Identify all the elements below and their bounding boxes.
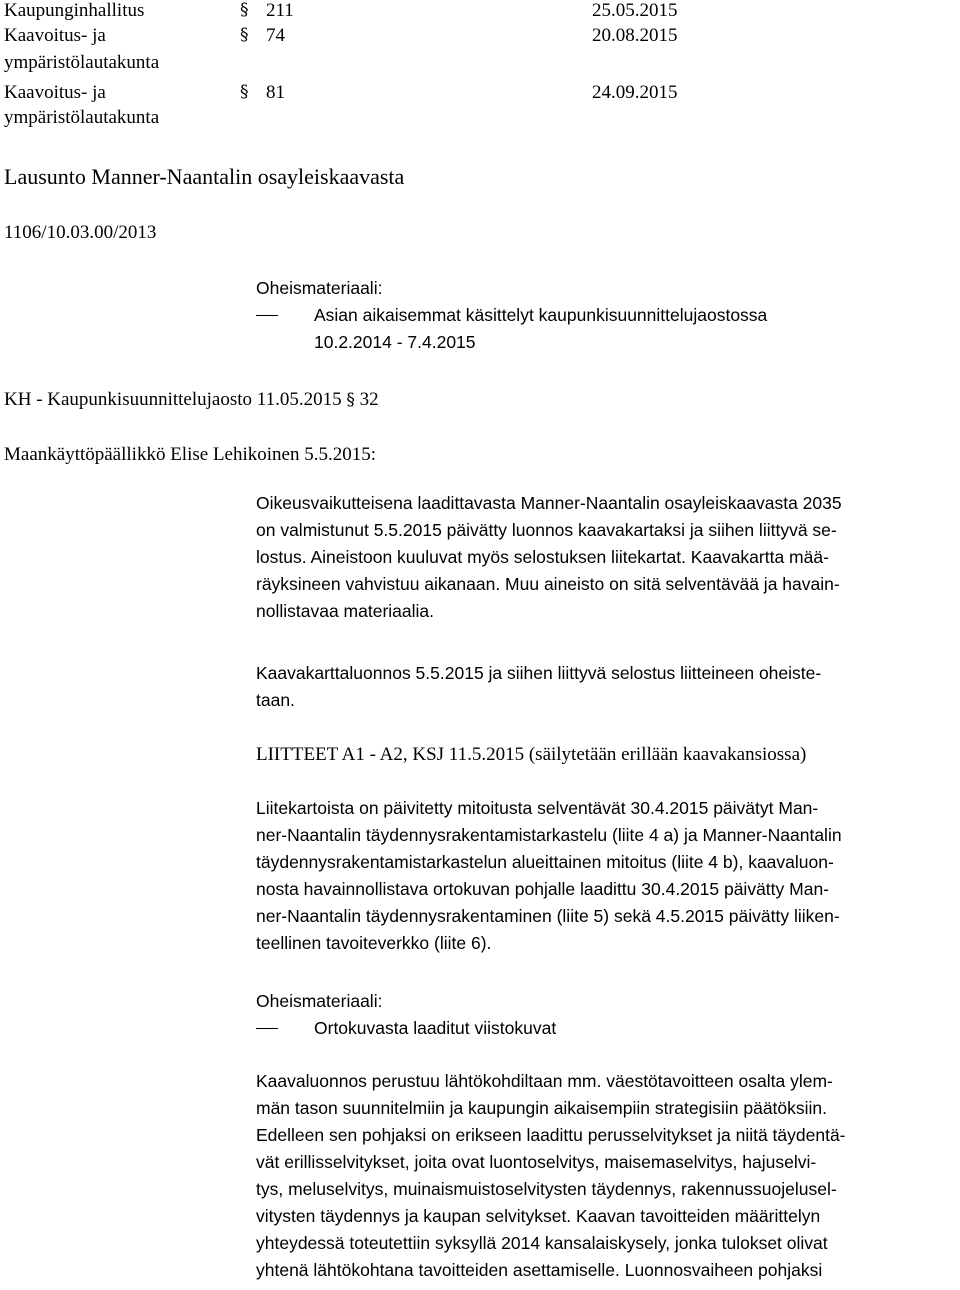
dash-bullet bbox=[256, 315, 278, 316]
paragraph-sign: § bbox=[240, 82, 249, 102]
attachment-item-text: Ortokuvasta laaditut viistokuvat bbox=[314, 1018, 557, 1038]
text-line: lostus. Aineistoon kuuluvat myös selostuksen liitekartat. Kaavakartta mää- bbox=[256, 547, 829, 567]
text-line: Oikeusvaikutteisena laadittavasta Manner-Naantalin osayleiskaavasta 2035 bbox=[256, 493, 842, 513]
attachments-line: LIITTEET A1 - A2, KSJ 11.5.2015 (säilytetään erillään kaavakansiossa) bbox=[256, 744, 807, 765]
meeting-date: 24.09.2015 bbox=[592, 82, 678, 103]
paragraph-sign: § bbox=[240, 25, 249, 45]
text-line: tys, meluselvitys, muinaismuistoselvitysten täydennys, rakennussuojelusel- bbox=[256, 1179, 837, 1199]
dash-bullet bbox=[256, 1028, 278, 1029]
attachment-item-2 bbox=[256, 1015, 956, 1042]
attachment-item bbox=[256, 302, 956, 356]
text-line: nosta havainnollistava ortokuvan pohjalle laadittu 30.4.2015 päivätty Man- bbox=[256, 879, 830, 899]
text-line: Kaavakarttaluonnos 5.5.2015 ja siihen liittyvä selostus liitteineen oheiste- bbox=[256, 663, 822, 683]
attachments-heading-2: Oheismateriaali: bbox=[256, 991, 383, 1011]
text-line: yhtenä lähtökohtana tavoitteiden asettamiselle. Luonnosvaiheen pohjaksi bbox=[256, 1260, 823, 1280]
paragraph-4 bbox=[256, 1068, 956, 1284]
section-number: 32 bbox=[359, 389, 379, 410]
header-row-1 bbox=[4, 0, 954, 24]
text-line: ner-Naantalin täydennysrakentamistarkastelu (liite 4 a) ja Manner-Naantalin bbox=[256, 825, 842, 845]
paragraph-1 bbox=[256, 490, 956, 625]
text-line: män tason suunnitelmiin ja kaupungin aikaisempiin strategisiin päätöksiin. bbox=[256, 1098, 828, 1118]
committee-line bbox=[4, 386, 379, 414]
text-line: teellinen tavoiteverkko (liite 6). bbox=[256, 933, 492, 953]
meeting-date: 25.05.2015 bbox=[592, 0, 678, 21]
text-line: Liitekartoista on päivitetty mitoitusta selventävät 30.4.2015 päivätyt Man- bbox=[256, 798, 819, 818]
attachment-item-text: Asian aikaisemmat käsittelyt kaupunkisuunnittelujaostossa bbox=[314, 305, 768, 325]
text-line: vitysten täydennys ja kaupan selvitykset. Kaavan tavoitteiden määrittelyn bbox=[256, 1206, 821, 1226]
text-line: yhteydessä toteutettiin syksyllä 2014 kansalaiskysely, jonka tulokset olivat bbox=[256, 1233, 828, 1253]
record-number: 1106/10.03.00/2013 bbox=[4, 222, 157, 243]
text-line: on valmistunut 5.5.2015 päivätty luonnos kaavakartaksi ja siihen liittyvä se- bbox=[256, 520, 837, 540]
section-number: 81 bbox=[266, 82, 285, 103]
section-number: 211 bbox=[266, 0, 294, 21]
text-line: Edelleen sen pohjaksi on erikseen laadittu perusselvitykset ja niitä täydentä- bbox=[256, 1125, 846, 1145]
body-name: Kaavoitus- ja bbox=[4, 82, 106, 103]
section-number: 74 bbox=[266, 25, 285, 46]
body-name-line2: ympäristölautakunta bbox=[4, 52, 160, 73]
text-line: ner-Naantalin täydennysrakentaminen (liite 5) sekä 4.5.2015 päivätty liiken- bbox=[256, 906, 840, 926]
committee-text: KH - Kaupunkisuunnittelujaosto 11.05.2015 bbox=[4, 389, 342, 410]
paragraph-sign: § bbox=[240, 0, 249, 20]
text-line: Kaavaluonnos perustuu lähtökohdiltaan mm. väestötavoitteen osalta ylem- bbox=[256, 1071, 833, 1091]
text-line: räyksineen vahvistuu aikanaan. Muu aineisto on sitä selventävää ja havain- bbox=[256, 574, 840, 594]
meeting-date: 20.08.2015 bbox=[592, 25, 678, 46]
text-line: täydennysrakentamistarkastelun alueittainen mitoitus (liite 4 b), kaavaluon- bbox=[256, 852, 834, 872]
attachment-item-dates: 10.2.2014 - 7.4.2015 bbox=[314, 332, 476, 352]
body-name: Kaavoitus- ja bbox=[4, 25, 106, 46]
text-line: nollistavaa materiaalia. bbox=[256, 601, 435, 621]
body-name: Kaupunginhallitus bbox=[4, 0, 145, 21]
paragraph-sign: § bbox=[346, 390, 355, 410]
document-title: Lausunto Manner-Naantalin osayleiskaavasta bbox=[4, 164, 405, 189]
presenter-line: Maankäyttöpäällikkö Elise Lehikoinen 5.5.2015: bbox=[4, 444, 377, 465]
paragraph-3 bbox=[256, 795, 956, 957]
paragraph-2 bbox=[256, 660, 956, 714]
text-line: vät erillisselvitykset, joita ovat luontoselvitys, maisemaselvitys, hajuselvi- bbox=[256, 1152, 817, 1172]
header-row-2 bbox=[4, 22, 954, 49]
text-line: taan. bbox=[256, 690, 295, 710]
attachments-heading: Oheismateriaali: bbox=[256, 278, 383, 298]
body-name-line2: ympäristölautakunta bbox=[4, 107, 160, 128]
header-row-3 bbox=[4, 79, 954, 106]
